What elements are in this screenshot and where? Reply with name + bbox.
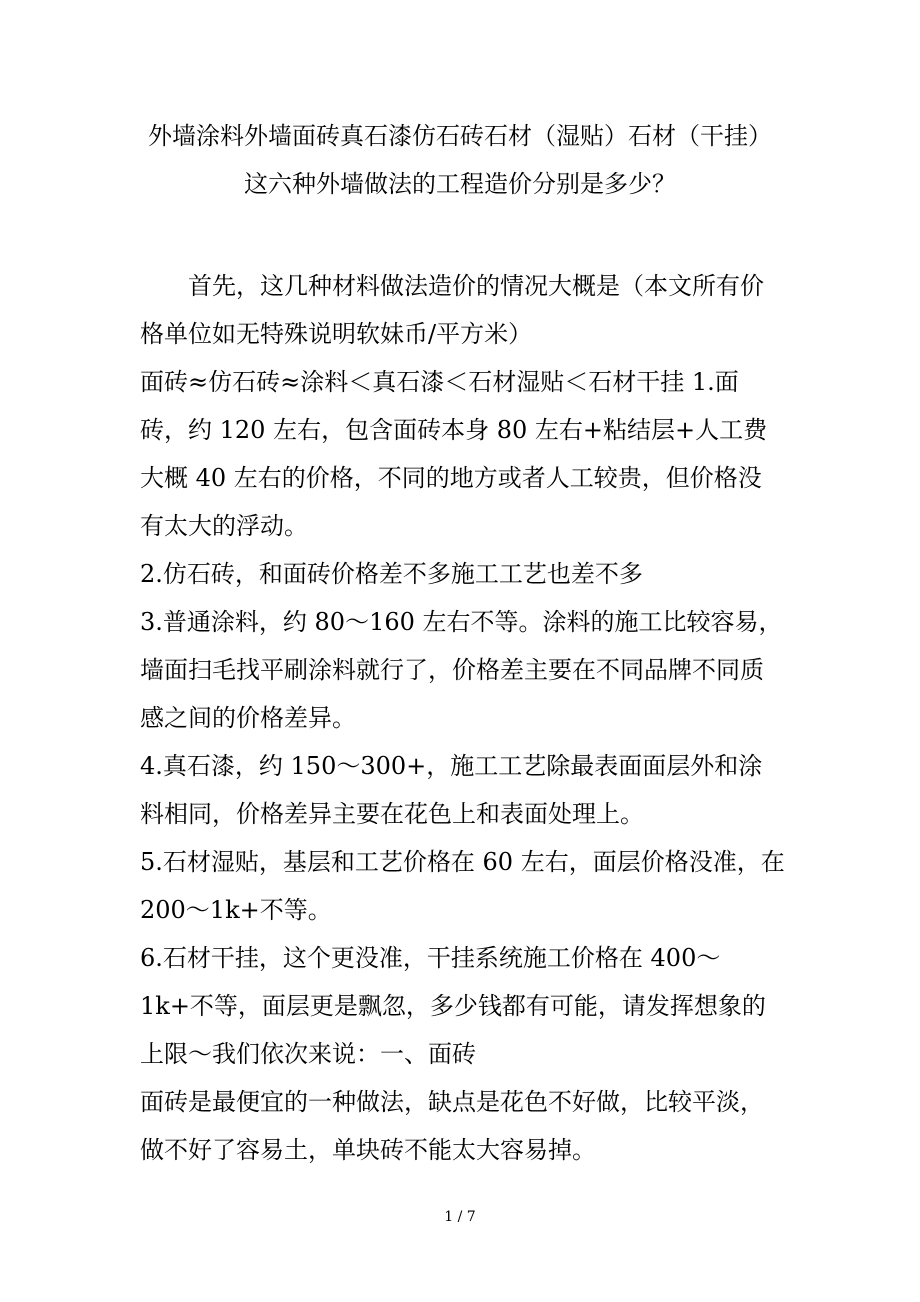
document-title-line-1: 外墙涂料外墙面砖真石漆仿石砖石材（湿贴）石材（干挂）: [148, 122, 772, 150]
document-title-line-2: 这六种外墙做法的工程造价分别是多少？: [244, 170, 676, 198]
paragraph-item-6: 6.石材干挂，这个更没准，干挂系统施工价格在 400～1k+不等，面层更是飘忽，多少钱都有可能，请发挥想象的上限～我们依次来说：一、面砖: [140, 944, 766, 1068]
paragraph-item-5: 5.石材湿贴，基层和工艺价格在 60 左右，面层价格没准，在 200～1k+不等。: [140, 848, 785, 924]
paragraph-item-4: 4.真石漆，约 150～300+，施工工艺除最表面面层外和涂料相同，价格差异主要在花色上和表面处理上。: [140, 752, 763, 828]
document-body: [140, 262, 785, 1174]
page-indicator: 1 / 7: [444, 1209, 476, 1225]
paragraph-tile-summary: 面砖是最便宜的一种做法，缺点是花色不好做，比较平淡，做不好了容易土，单块砖不能太大容易掉。: [140, 1088, 764, 1164]
paragraph-comparison: 面砖≈仿石砖≈涂料＜真石漆＜石材湿贴＜石材干挂 1.面砖，约 120 左右，包含面砖本身 80 左右+粘结层+人工费大概 40 左右的价格，不同的地方或者人工较贵，但价格没有太大的浮动。: [140, 368, 768, 540]
paragraph-item-2: 2.仿石砖，和面砖价格差不多施工工艺也差不多: [140, 560, 643, 588]
paragraph-item-3: 3.普通涂料，约 80～160 左右不等。涂料的施工比较容易，墙面扫毛找平刷涂料就行了，价格差主要在不同品牌不同质感之间的价格差异。: [140, 608, 783, 732]
paragraph-intro: 首先，这几种材料做法造价的情况大概是（本文所有价格单位如无特殊说明软妹币/平方米）: [140, 272, 764, 348]
